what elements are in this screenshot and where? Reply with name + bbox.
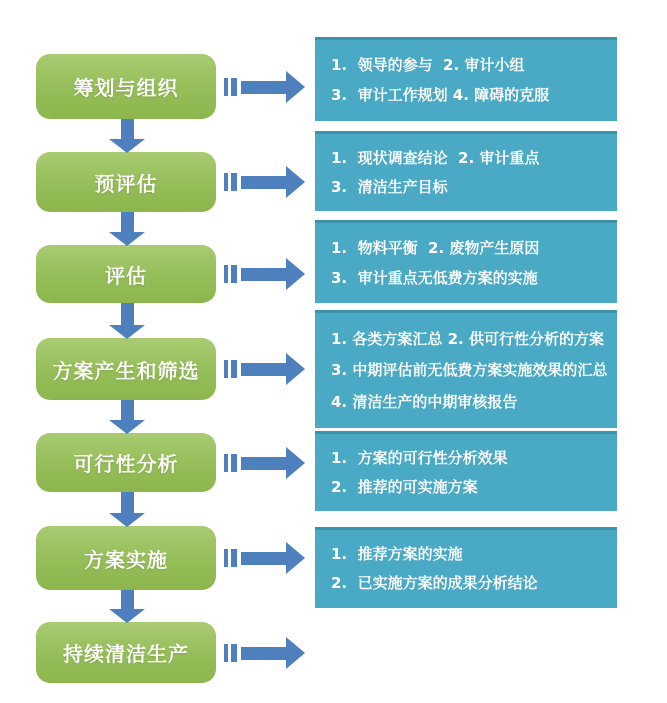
arrow-shaft — [241, 268, 286, 281]
arrow-stripe — [231, 360, 237, 378]
arrow-head — [286, 71, 305, 103]
striped-right-arrow-icon-7 — [224, 637, 305, 669]
striped-right-arrow-icon-4 — [224, 353, 305, 385]
striped-right-arrow-icon-3 — [224, 258, 305, 290]
striped-right-arrow-icon-6 — [224, 542, 305, 574]
stage-label: 评估 — [105, 263, 147, 288]
arrow-head — [286, 166, 305, 198]
arrow-head — [286, 447, 305, 479]
arrow-stripe — [231, 265, 237, 283]
striped-right-arrow-icon-5 — [224, 447, 305, 479]
stage-box-assessment — [36, 245, 216, 303]
arrow-stripe — [224, 454, 228, 472]
down-arrow-icon-6 — [109, 590, 145, 623]
arrow-head — [109, 232, 145, 246]
stage-label: 方案产生和筛选 — [52, 358, 200, 383]
arrow-shaft — [241, 647, 286, 660]
arrow-stripe — [224, 78, 228, 96]
stage-label: 持续清洁生产 — [63, 642, 189, 666]
detail-box-feasibility-analysis — [315, 431, 617, 511]
arrow-shaft — [121, 212, 134, 232]
arrow-stripe — [231, 644, 237, 662]
stage-box-option-generation-screening — [36, 338, 216, 400]
striped-right-arrow-icon-2 — [224, 166, 305, 198]
arrow-stripe — [224, 549, 228, 567]
detail-line: 1. 推荐方案的实施 — [331, 544, 463, 563]
arrow-shaft — [241, 552, 286, 565]
arrow-shaft — [121, 303, 134, 325]
detail-box-option-generation-screening — [315, 310, 617, 428]
arrow-head — [286, 542, 305, 574]
arrow-stripe — [224, 360, 228, 378]
stage-label: 筹划与组织 — [73, 76, 179, 100]
stage-box-implementation — [36, 526, 216, 590]
detail-line: 2. 已实施方案的成果分析结论 — [331, 574, 538, 593]
stage-label: 可行性分析 — [73, 452, 179, 476]
arrow-head — [109, 420, 145, 434]
arrow-shaft — [241, 176, 286, 189]
down-arrow-icon-3 — [109, 303, 145, 339]
arrow-head — [109, 139, 145, 153]
arrow-shaft — [241, 363, 286, 376]
detail-line: 1. 现状调查结论 2. 审计重点 — [331, 148, 540, 167]
detail-line: 1. 方案的可行性分析效果 — [331, 448, 508, 467]
arrow-shaft — [121, 119, 134, 139]
arrow-shaft — [241, 81, 286, 94]
arrow-shaft — [241, 457, 286, 470]
stage-box-feasibility-analysis — [36, 433, 216, 492]
arrow-stripe — [224, 644, 228, 662]
arrow-head — [109, 513, 145, 527]
arrow-stripe — [231, 454, 237, 472]
arrow-head — [286, 637, 305, 669]
down-arrow-icon-5 — [109, 492, 145, 527]
down-arrow-icon-1 — [109, 119, 145, 153]
arrow-stripe — [224, 265, 228, 283]
detail-line: 1. 各类方案汇总 2. 供可行性分析的方案 — [331, 329, 604, 348]
striped-right-arrow-icon-1 — [224, 71, 305, 103]
stage-box-continuous-cleaner-production — [36, 622, 216, 683]
arrow-head — [286, 258, 305, 290]
detail-line: 3. 清洁生产目标 — [331, 177, 448, 196]
down-arrow-icon-4 — [109, 400, 145, 434]
stage-label: 预评估 — [94, 171, 158, 196]
arrow-shaft — [121, 400, 134, 420]
detail-line: 3. 中期评估前无低费方案实施效果的汇总 — [331, 361, 608, 380]
arrow-shaft — [121, 492, 134, 513]
detail-line: 1. 领导的参与 2. 审计小组 — [331, 55, 525, 74]
detail-box-pre-assessment — [315, 131, 617, 211]
arrow-stripe — [231, 78, 237, 96]
arrow-stripe — [231, 549, 237, 567]
arrow-head — [286, 353, 305, 385]
detail-line: 1. 物料平衡 2. 废物产生原因 — [331, 238, 540, 257]
arrow-shaft — [121, 590, 134, 609]
stage-box-planning-organization — [36, 54, 216, 119]
arrow-head — [109, 325, 145, 339]
detail-box-assessment — [315, 220, 617, 303]
arrow-stripe — [231, 173, 237, 191]
detail-line: 3. 审计工作规划 4. 障碍的克服 — [331, 86, 550, 105]
arrow-stripe — [224, 173, 228, 191]
stage-box-pre-assessment — [36, 152, 216, 212]
down-arrow-icon-2 — [109, 212, 145, 246]
detail-box-implementation — [315, 527, 617, 608]
detail-line: 2. 推荐的可实施方案 — [331, 477, 478, 496]
detail-box-planning-organization — [315, 37, 617, 121]
detail-line: 4. 清洁生产的中期审核报告 — [331, 392, 518, 411]
arrow-head — [109, 609, 145, 623]
detail-line: 3. 审计重点无低费方案的实施 — [331, 268, 538, 287]
stage-label: 方案实施 — [84, 547, 168, 572]
